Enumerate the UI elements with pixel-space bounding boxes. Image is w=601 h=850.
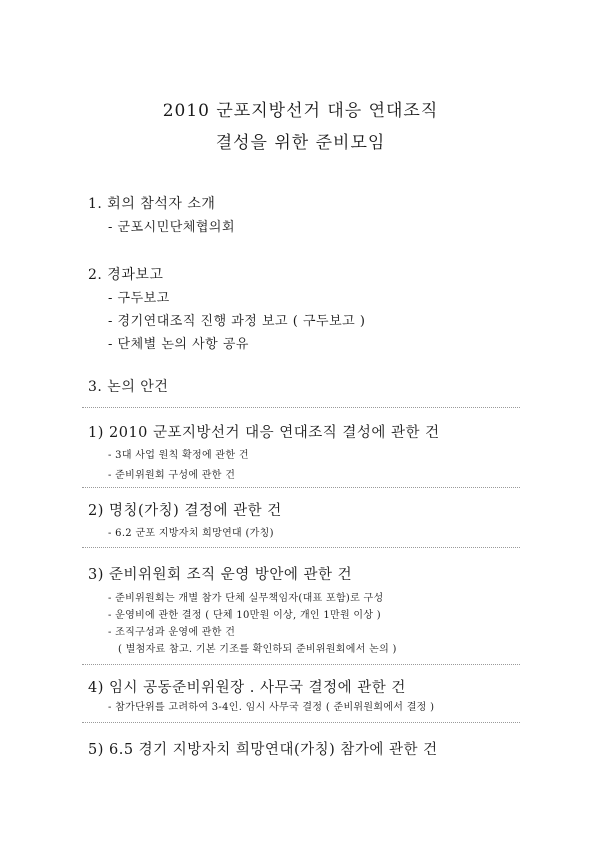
section-2-heading: 2. 경과보고 (88, 267, 164, 283)
agenda-1-heading: 1) 2010 군포지방선거 대응 연대조직 결성에 관한 건 (88, 425, 440, 441)
divider (82, 664, 520, 665)
section-1-heading: 1. 회의 참석자 소개 (88, 196, 216, 212)
divider (82, 487, 520, 488)
agenda-2-heading: 2) 명칭(가칭) 결정에 관한 건 (88, 503, 282, 519)
section-2-item-2: - 경기연대조직 진행 과정 보고 ( 구두보고 ) (108, 314, 366, 329)
divider (82, 407, 520, 408)
agenda-2-item-1: - 6.2 군포 지방자치 희망연대 (가칭) (108, 528, 274, 539)
agenda-3-item-3: - 조직구성과 운영에 관한 건 (108, 627, 236, 638)
document-title-line-1: 2010 군포지방선거 대응 연대조직 (162, 101, 439, 121)
section-2-item-3: - 단체별 논의 사항 공유 (108, 337, 249, 352)
agenda-1-item-1: - 3대 사업 원칙 확정에 관한 건 (108, 450, 249, 461)
section-1-item: - 군포시민단체협의회 (108, 220, 236, 235)
agenda-1-item-2: - 준비위원회 구성에 관한 건 (108, 470, 236, 481)
divider (82, 722, 520, 723)
agenda-4-item-1: - 참가단위를 고려하여 3-4인. 임시 사무국 결정 ( 준비위원회에서 결정 ) (108, 702, 435, 713)
section-3-heading: 3. 논의 안건 (88, 379, 169, 395)
agenda-3-item-2: - 운영비에 관한 결정 ( 단체 10만원 이상, 개인 1만원 이상 ) (108, 610, 382, 621)
agenda-4-heading: 4) 임시 공동준비위원장 . 사무국 결정에 관한 건 (88, 680, 406, 696)
agenda-3-item-4: ( 별첨자료 참고. 기본 기조를 확인하되 준비위원회에서 논의 ) (118, 644, 397, 655)
agenda-3-item-1: - 준비위원회는 개별 참가 단체 실무책임자(대표 포함)로 구성 (108, 593, 384, 604)
divider (82, 547, 520, 548)
agenda-3-heading: 3) 준비위원회 조직 운영 방안에 관한 건 (88, 567, 353, 583)
section-2-item-1: - 구두보고 (108, 291, 170, 306)
agenda-5-heading: 5) 6.5 경기 지방자치 희망연대(가칭) 참가에 관한 건 (88, 742, 438, 758)
document-title-line-2: 결성을 위한 준비모임 (215, 133, 386, 153)
